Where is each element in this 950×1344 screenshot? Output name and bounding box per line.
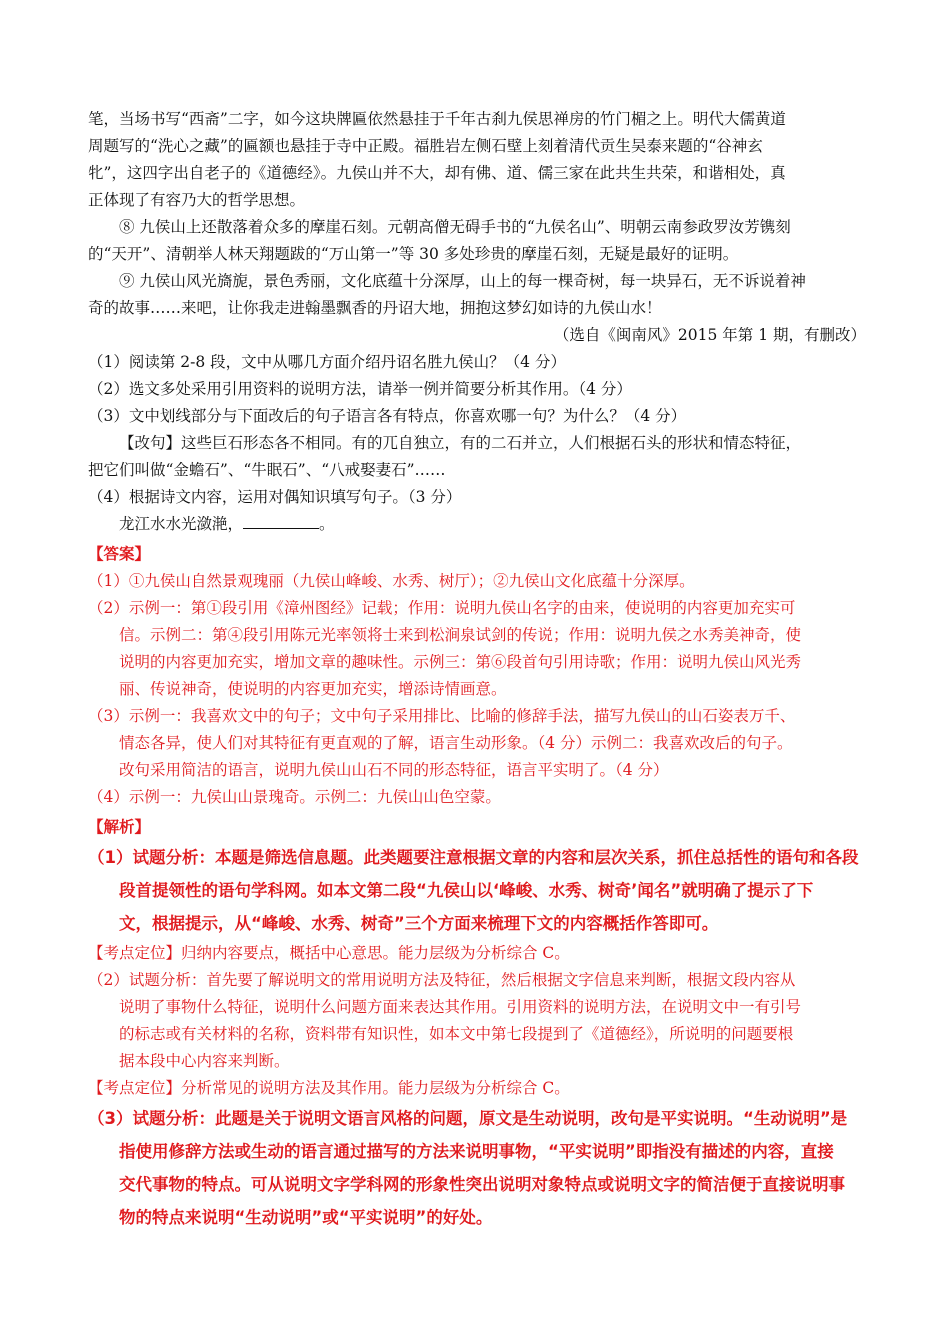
rewritten-sentence-cont: 把它们叫做“金蟾石”、“牛眠石”、“八戒娶妻石”…… xyxy=(88,461,446,479)
analysis-2-cont: 据本段中心内容来判断。 xyxy=(119,1052,290,1070)
question-3: （3）文中划线部分与下面改后的句子语言各有特点，你喜欢哪一句？为什么？（4 分） xyxy=(88,407,687,425)
analysis-3-cont: 物的特点来说明“生动说明”或“平实说明”的好处。 xyxy=(119,1208,493,1227)
article-line: 牝”，这四字出自老子的《道德经》。九侯山并不大，却有佛、道、儒三家在此共生共荣，和谐相处，真 xyxy=(88,164,786,182)
analysis-2-cont: 的标志或有关材料的名称，资料带有知识性，如本文中第七段提到了《道德经》，所说明的问题要根 xyxy=(119,1025,794,1043)
question-4-fill xyxy=(88,511,878,538)
analysis-3: （3）试题分析：此题是关于说明文语言风格的问题，原文是生动说明，改句是平实说明。“生动说明”是 xyxy=(88,1109,848,1128)
analysis-2-cont: 说明了事物什么特征，说明什么问题方面来表达其作用。引用资料的说明方法，在说明文中一有引号 xyxy=(119,998,802,1016)
analysis-3-cont: 指使用修辞方法或生动的语言通过描写的方法来说明事物，“平实说明”即指没有描述的内容，直接 xyxy=(119,1142,834,1161)
key-point-1: 【考点定位】归纳内容要点，概括中心意思。能力层级为分析综合 C。 xyxy=(88,944,570,962)
document-page xyxy=(88,106,878,1234)
analysis-1: （1）试题分析：本题是筛选信息题。此类题要注意根据文章的内容和层次关系，抓住总括性的语句和各段 xyxy=(88,848,859,867)
article-paragraph-9: ⑨ 九侯山风光旖旎，景色秀丽，文化底蕴十分深厚，山上的每一棵奇树，每一块异石，无不诉说着神 xyxy=(119,272,806,290)
question-1: （1）阅读第 2-8 段，文中从哪几方面介绍丹诏名胜九侯山？（4 分） xyxy=(88,353,566,371)
answer-4: （4）示例一：九侯山山景瑰奇。示例二：九侯山山色空蒙。 xyxy=(88,788,501,806)
question-2: （2）选文多处采用引用资料的说明方法，请举一例并简要分析其作用。（4 分） xyxy=(88,380,632,398)
answer-3: （3）示例一：我喜欢文中的句子；文中句子采用排比、比喻的修辞手法，描写九侯山的山石姿表万千、 xyxy=(88,707,796,725)
article-line: 的“天开”、清朝举人林天翔题跋的“万山第一”等 30 多处珍贵的摩崖石刻，无疑是最好的证明。 xyxy=(88,245,739,263)
analysis-1-cont: 文，根据提示，从“峰峻、水秀、树奇”三个方面来梳理下文的内容概括作答即可。 xyxy=(119,914,719,933)
question-4: （4）根据诗文内容，运用对偶知识填写句子。（3 分） xyxy=(88,488,462,506)
article-paragraph-8: ⑧ 九侯山上还散落着众多的摩崖石刻。元朝高僧无碍手书的“九侯名山”、明朝云南参政罗汝芳镌刻 xyxy=(119,218,791,236)
fill-prompt: 龙江水水光潋滟， xyxy=(119,515,244,533)
analysis-heading: 【解析】 xyxy=(88,818,151,836)
article-line: 奇的故事……来吧，让你我走进翰墨飘香的丹诏大地，拥抱这梦幻如诗的九侯山水！ xyxy=(88,299,662,317)
analysis-3-cont: 交代事物的特点。可从说明文字学科网的形象性突出说明对象特点或说明文字的简洁便于直接说明事 xyxy=(119,1175,845,1194)
answer-2-cont: 说明的内容更加充实，增加文章的趣味性。示例三：第⑥段首句引用诗歌；作用：说明九侯山风光秀 xyxy=(119,653,802,671)
answer-2-cont: 丽、传说神奇，使说明的内容更加充实，增添诗情画意。 xyxy=(119,680,507,698)
answer-3-cont: 改句采用简洁的语言，说明九侯山山石不同的形态特征，语言平实明了。（4 分） xyxy=(119,761,669,779)
answer-3-cont: 情态各异，使人们对其特征有更直观的了解，语言生动形象。（4 分）示例二：我喜欢改后的句子。 xyxy=(119,734,793,752)
analysis-2: （2）试题分析：首先要了解说明文的常用说明方法及特征，然后根据文字信息来判断，根据文段内容从 xyxy=(88,971,796,989)
answer-heading: 【答案】 xyxy=(88,545,151,563)
fill-end: 。 xyxy=(319,515,335,533)
answer-1: （1）①九侯山自然景观瑰丽（九侯山峰峻、水秀、树厅）；②九侯山文化底蕴十分深厚。 xyxy=(88,572,695,590)
key-point-2: 【考点定位】分析常见的说明方法及其作用。能力层级为分析综合 C。 xyxy=(88,1079,570,1097)
rewritten-sentence: 【改句】这些巨石形态各不相同。有的兀自独立，有的二石并立，人们根据石头的形状和情态特征， xyxy=(119,434,802,452)
analysis-1-cont: 段首提领性的语句学科网。如本文第二段“九侯山以‘峰峻、水秀、树奇’闻名”就明确了提示了下 xyxy=(119,881,814,900)
article-source: （选自《闽南风》2015 年第 1 期，有删改） xyxy=(553,326,866,344)
answer-2-cont: 信。示例二：第④段引用陈元光率领将士来到松涧泉试剑的传说；作用：说明九侯之水秀美神奇，使 xyxy=(119,626,802,644)
fill-blank[interactable] xyxy=(243,514,319,529)
article-line: 笔，当场书写“西斋”二字，如今这块牌匾依然悬挂于千年古刹九侯思禅房的竹门楣之上。明代大儒黄道 xyxy=(88,110,786,128)
article-line: 正体现了有容乃大的哲学思想。 xyxy=(88,191,306,209)
answer-2: （2）示例一：第①段引用《漳州图经》记载；作用：说明九侯山名字的由来，使说明的内容更加充实可 xyxy=(88,599,796,617)
article-line: 周题写的“洗心之藏”的匾额也悬挂于寺中正殿。福胜岩左侧石壁上刻着清代贡生吴泰来题的“谷神玄 xyxy=(88,137,763,155)
